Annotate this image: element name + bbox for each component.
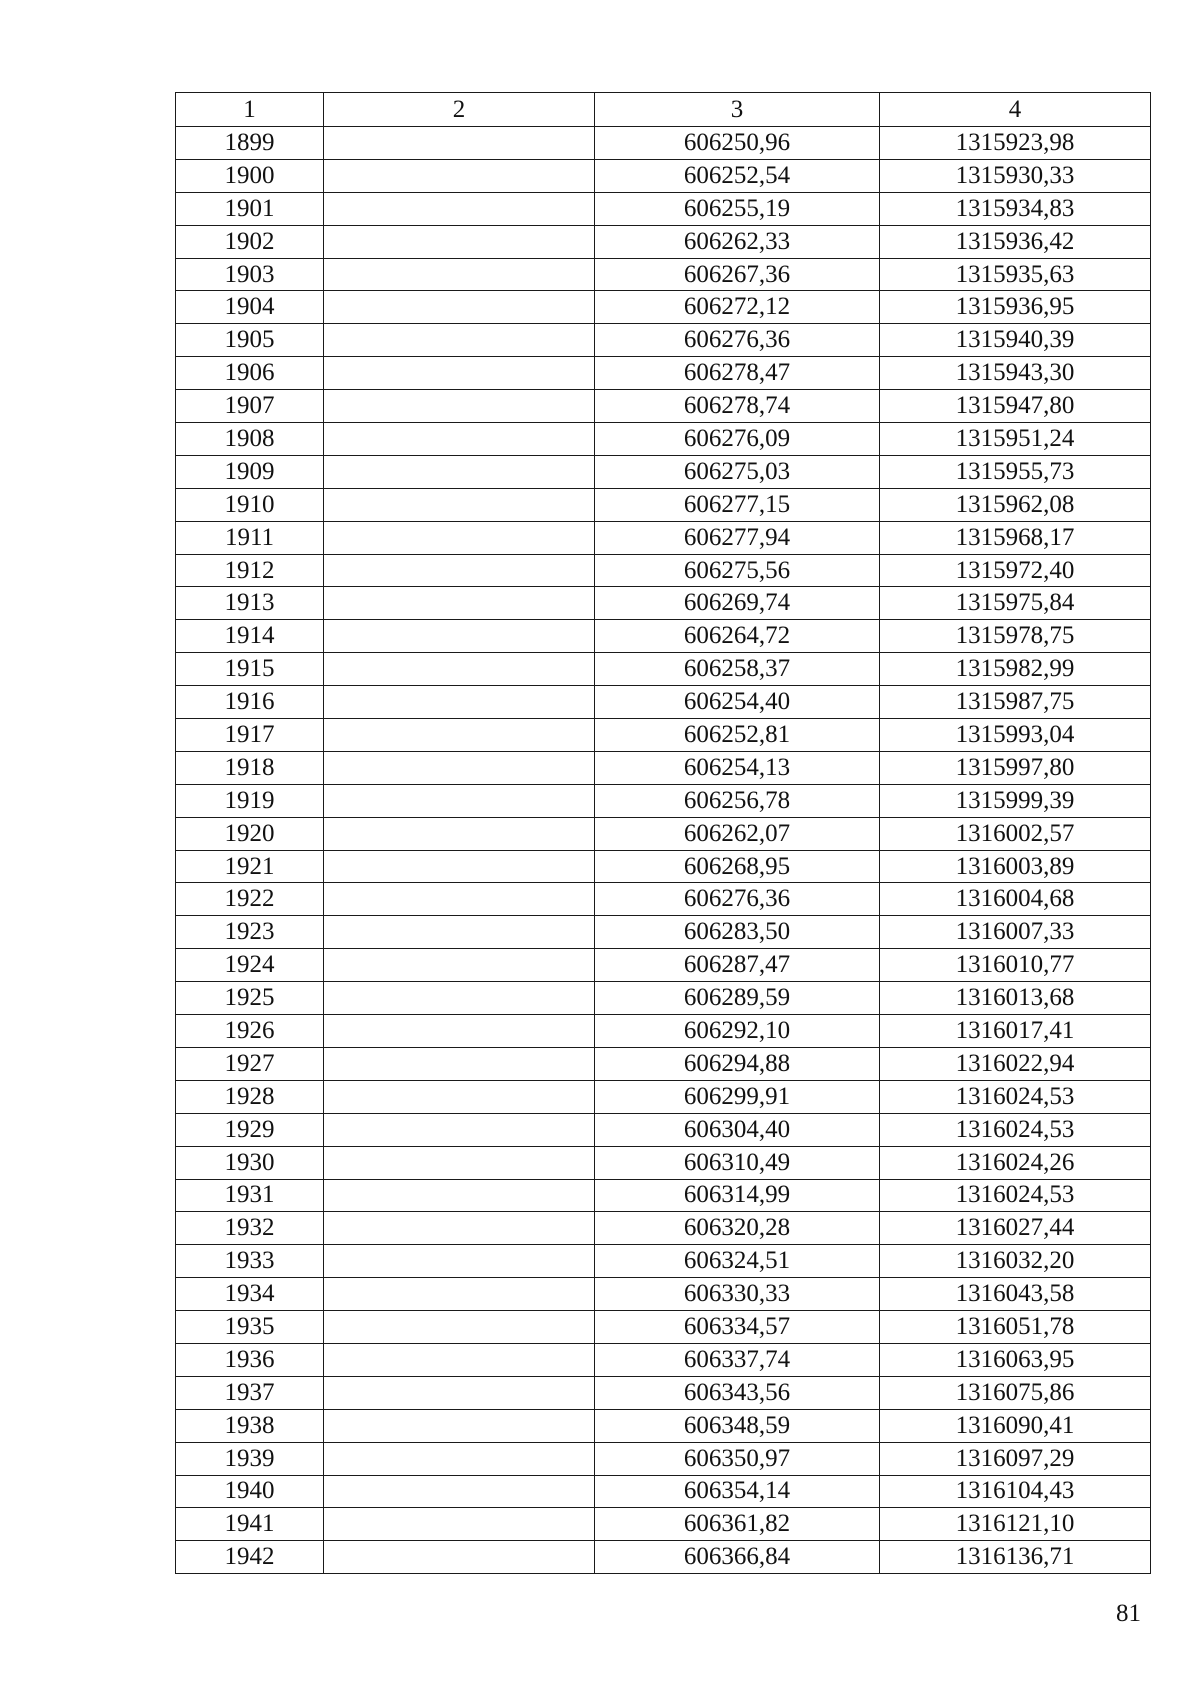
table-row <box>176 1015 1151 1048</box>
table-cell: 606250,96 <box>595 127 880 160</box>
table-cell: 606348,59 <box>595 1409 880 1442</box>
column-header: 2 <box>324 93 595 127</box>
table-cell: 1316024,53 <box>880 1179 1151 1212</box>
table-cell: 1315982,99 <box>880 653 1151 686</box>
table-row <box>176 916 1151 949</box>
table-cell: 1315943,30 <box>880 357 1151 390</box>
table-cell: 1316075,86 <box>880 1376 1151 1409</box>
table-row <box>176 1475 1151 1508</box>
table-cell: 1942 <box>176 1541 324 1574</box>
table-cell: 1926 <box>176 1015 324 1048</box>
table-cell <box>324 1442 595 1475</box>
table-cell: 1315997,80 <box>880 751 1151 784</box>
table-row <box>176 225 1151 258</box>
table-cell <box>324 1508 595 1541</box>
table-cell <box>324 784 595 817</box>
table-cell: 1907 <box>176 390 324 423</box>
table-row <box>176 1409 1151 1442</box>
table-cell <box>324 488 595 521</box>
table-cell: 1941 <box>176 1508 324 1541</box>
table-cell: 1916 <box>176 686 324 719</box>
table-cell: 1316007,33 <box>880 916 1151 949</box>
page-number: 81 <box>1116 1600 1141 1627</box>
table-cell: 606272,12 <box>595 291 880 324</box>
table-cell: 606350,97 <box>595 1442 880 1475</box>
table-cell: 1316024,53 <box>880 1113 1151 1146</box>
table-cell <box>324 719 595 752</box>
table-cell: 606264,72 <box>595 620 880 653</box>
table-cell <box>324 982 595 1015</box>
table-cell: 1912 <box>176 554 324 587</box>
table-row <box>176 390 1151 423</box>
table-cell <box>324 423 595 456</box>
table-cell: 606267,36 <box>595 258 880 291</box>
table-cell: 1316003,89 <box>880 850 1151 883</box>
table-cell <box>324 324 595 357</box>
table-cell: 606292,10 <box>595 1015 880 1048</box>
table-cell: 1316004,68 <box>880 883 1151 916</box>
table-cell: 606361,82 <box>595 1508 880 1541</box>
table-cell: 1921 <box>176 850 324 883</box>
table-cell: 1915 <box>176 653 324 686</box>
table-cell: 1316090,41 <box>880 1409 1151 1442</box>
table-row <box>176 324 1151 357</box>
table-cell: 1899 <box>176 127 324 160</box>
table-cell: 1939 <box>176 1442 324 1475</box>
table-cell: 1315947,80 <box>880 390 1151 423</box>
table-cell: 1316063,95 <box>880 1343 1151 1376</box>
table-cell: 1315975,84 <box>880 587 1151 620</box>
table-row <box>176 1311 1151 1344</box>
table-cell <box>324 357 595 390</box>
table-cell: 1316136,71 <box>880 1541 1151 1574</box>
table-cell <box>324 1047 595 1080</box>
table-cell: 606255,19 <box>595 192 880 225</box>
table-row <box>176 719 1151 752</box>
table-cell: 1902 <box>176 225 324 258</box>
table-cell: 606278,74 <box>595 390 880 423</box>
column-header: 3 <box>595 93 880 127</box>
table-cell <box>324 1343 595 1376</box>
table-cell: 606254,13 <box>595 751 880 784</box>
table-cell <box>324 455 595 488</box>
table-cell: 1906 <box>176 357 324 390</box>
table-cell: 1316024,53 <box>880 1080 1151 1113</box>
table-cell <box>324 291 595 324</box>
table-row <box>176 1179 1151 1212</box>
table-row <box>176 587 1151 620</box>
table-row <box>176 686 1151 719</box>
table-row <box>176 784 1151 817</box>
table-cell <box>324 1541 595 1574</box>
table-cell: 1315993,04 <box>880 719 1151 752</box>
table-cell <box>324 554 595 587</box>
table-cell: 606304,40 <box>595 1113 880 1146</box>
table-cell: 1928 <box>176 1080 324 1113</box>
table-row <box>176 1047 1151 1080</box>
table-cell: 1913 <box>176 587 324 620</box>
table-cell: 1315987,75 <box>880 686 1151 719</box>
table-cell: 1919 <box>176 784 324 817</box>
table-row <box>176 1278 1151 1311</box>
table-cell: 606275,03 <box>595 455 880 488</box>
table-cell: 606334,57 <box>595 1311 880 1344</box>
table-cell <box>324 653 595 686</box>
table-cell: 606258,37 <box>595 653 880 686</box>
table-cell <box>324 916 595 949</box>
table-cell: 1940 <box>176 1475 324 1508</box>
table-cell <box>324 1146 595 1179</box>
table-cell <box>324 1475 595 1508</box>
table-cell: 606354,14 <box>595 1475 880 1508</box>
table-cell: 606299,91 <box>595 1080 880 1113</box>
table-cell: 1315923,98 <box>880 127 1151 160</box>
table-cell: 1316024,26 <box>880 1146 1151 1179</box>
table-cell: 1316027,44 <box>880 1212 1151 1245</box>
table-cell <box>324 225 595 258</box>
table-cell: 606324,51 <box>595 1245 880 1278</box>
table-row <box>176 751 1151 784</box>
table-row <box>176 159 1151 192</box>
table-row <box>176 1442 1151 1475</box>
table-cell <box>324 817 595 850</box>
table-cell <box>324 1179 595 1212</box>
table-cell <box>324 1409 595 1442</box>
table-body <box>176 127 1151 1574</box>
table-cell: 1315936,95 <box>880 291 1151 324</box>
table-cell <box>324 1015 595 1048</box>
table-row <box>176 1080 1151 1113</box>
table-cell: 606252,81 <box>595 719 880 752</box>
table-row <box>176 423 1151 456</box>
table-cell: 606366,84 <box>595 1541 880 1574</box>
table-row <box>176 1146 1151 1179</box>
table-cell <box>324 159 595 192</box>
table-cell: 1918 <box>176 751 324 784</box>
table-cell: 1914 <box>176 620 324 653</box>
table-row <box>176 357 1151 390</box>
table-cell: 1315934,83 <box>880 192 1151 225</box>
table-row <box>176 554 1151 587</box>
table-cell: 1315951,24 <box>880 423 1151 456</box>
table-row <box>176 455 1151 488</box>
table-row <box>176 488 1151 521</box>
table-row <box>176 949 1151 982</box>
table-cell: 1937 <box>176 1376 324 1409</box>
table-cell: 1315936,42 <box>880 225 1151 258</box>
table-cell: 1931 <box>176 1179 324 1212</box>
table-cell: 1924 <box>176 949 324 982</box>
table-cell: 1316051,78 <box>880 1311 1151 1344</box>
table-row <box>176 817 1151 850</box>
table-cell: 606262,33 <box>595 225 880 258</box>
table-cell: 1316104,43 <box>880 1475 1151 1508</box>
table-cell: 606330,33 <box>595 1278 880 1311</box>
table-cell: 1316032,20 <box>880 1245 1151 1278</box>
table-cell <box>324 1212 595 1245</box>
table-cell <box>324 521 595 554</box>
table-cell: 1315962,08 <box>880 488 1151 521</box>
table-cell: 606278,47 <box>595 357 880 390</box>
table-cell: 606262,07 <box>595 817 880 850</box>
table-cell: 1938 <box>176 1409 324 1442</box>
table-cell: 1901 <box>176 192 324 225</box>
table-cell <box>324 1311 595 1344</box>
table-cell: 1315978,75 <box>880 620 1151 653</box>
table-cell: 1910 <box>176 488 324 521</box>
table-cell: 606277,15 <box>595 488 880 521</box>
table-cell: 1316013,68 <box>880 982 1151 1015</box>
table-cell: 1929 <box>176 1113 324 1146</box>
table-cell: 1917 <box>176 719 324 752</box>
table-row <box>176 1113 1151 1146</box>
table-cell: 1315940,39 <box>880 324 1151 357</box>
table-cell: 1908 <box>176 423 324 456</box>
table-row <box>176 653 1151 686</box>
table-cell <box>324 192 595 225</box>
table-cell <box>324 258 595 291</box>
table-cell: 606294,88 <box>595 1047 880 1080</box>
table-cell: 606337,74 <box>595 1343 880 1376</box>
table-cell: 606287,47 <box>595 949 880 982</box>
table-cell: 1315999,39 <box>880 784 1151 817</box>
table-cell <box>324 390 595 423</box>
column-header: 4 <box>880 93 1151 127</box>
table-cell: 606252,54 <box>595 159 880 192</box>
table-row <box>176 850 1151 883</box>
table-cell: 1316022,94 <box>880 1047 1151 1080</box>
table-cell <box>324 883 595 916</box>
table-cell: 606289,59 <box>595 982 880 1015</box>
table-cell: 606277,94 <box>595 521 880 554</box>
table-row <box>176 258 1151 291</box>
table-cell <box>324 686 595 719</box>
table-row <box>176 1541 1151 1574</box>
table-row <box>176 1508 1151 1541</box>
table-cell: 606269,74 <box>595 587 880 620</box>
table-cell: 606320,28 <box>595 1212 880 1245</box>
table-cell: 1904 <box>176 291 324 324</box>
table-cell: 606343,56 <box>595 1376 880 1409</box>
table-cell: 606256,78 <box>595 784 880 817</box>
table-cell: 1315955,73 <box>880 455 1151 488</box>
table-cell: 1315968,17 <box>880 521 1151 554</box>
table-cell: 1911 <box>176 521 324 554</box>
table-cell: 606310,49 <box>595 1146 880 1179</box>
table-cell: 1933 <box>176 1245 324 1278</box>
table-cell: 1316017,41 <box>880 1015 1151 1048</box>
table-cell: 1934 <box>176 1278 324 1311</box>
table-cell: 1316097,29 <box>880 1442 1151 1475</box>
table-cell: 606314,99 <box>595 1179 880 1212</box>
table-cell: 606275,56 <box>595 554 880 587</box>
table-cell: 1935 <box>176 1311 324 1344</box>
table-cell: 1936 <box>176 1343 324 1376</box>
table-cell: 606268,95 <box>595 850 880 883</box>
table-cell: 1925 <box>176 982 324 1015</box>
table-cell: 1900 <box>176 159 324 192</box>
table-cell: 606276,36 <box>595 883 880 916</box>
table-cell: 1920 <box>176 817 324 850</box>
table-cell: 1923 <box>176 916 324 949</box>
table-cell <box>324 1080 595 1113</box>
table-cell <box>324 127 595 160</box>
table-cell <box>324 1113 595 1146</box>
table-row <box>176 521 1151 554</box>
table-row <box>176 620 1151 653</box>
table-cell: 1315972,40 <box>880 554 1151 587</box>
table-cell: 606276,09 <box>595 423 880 456</box>
table-cell <box>324 949 595 982</box>
table-cell <box>324 587 595 620</box>
table-cell <box>324 620 595 653</box>
table-cell: 606283,50 <box>595 916 880 949</box>
table-row <box>176 1245 1151 1278</box>
table-cell <box>324 1376 595 1409</box>
table-cell: 1903 <box>176 258 324 291</box>
table-header-row <box>176 93 1151 127</box>
table-cell <box>324 1278 595 1311</box>
table-cell: 1927 <box>176 1047 324 1080</box>
table-row <box>176 883 1151 916</box>
table-cell <box>324 1245 595 1278</box>
table-cell: 1930 <box>176 1146 324 1179</box>
coordinates-table <box>175 92 1151 1574</box>
table-cell: 1922 <box>176 883 324 916</box>
table-cell: 1315935,63 <box>880 258 1151 291</box>
table-cell: 1316002,57 <box>880 817 1151 850</box>
table-row <box>176 982 1151 1015</box>
table-row <box>176 192 1151 225</box>
column-header: 1 <box>176 93 324 127</box>
table-cell: 606254,40 <box>595 686 880 719</box>
table-row <box>176 1376 1151 1409</box>
table-row <box>176 1343 1151 1376</box>
table-cell: 1316010,77 <box>880 949 1151 982</box>
table-cell <box>324 850 595 883</box>
table-cell: 1932 <box>176 1212 324 1245</box>
table-row <box>176 127 1151 160</box>
table-cell: 1315930,33 <box>880 159 1151 192</box>
table-cell: 1316121,10 <box>880 1508 1151 1541</box>
table-cell <box>324 751 595 784</box>
table-row <box>176 1212 1151 1245</box>
table-cell: 1909 <box>176 455 324 488</box>
table-cell: 1316043,58 <box>880 1278 1151 1311</box>
table-row <box>176 291 1151 324</box>
table-cell: 1905 <box>176 324 324 357</box>
table-cell: 606276,36 <box>595 324 880 357</box>
